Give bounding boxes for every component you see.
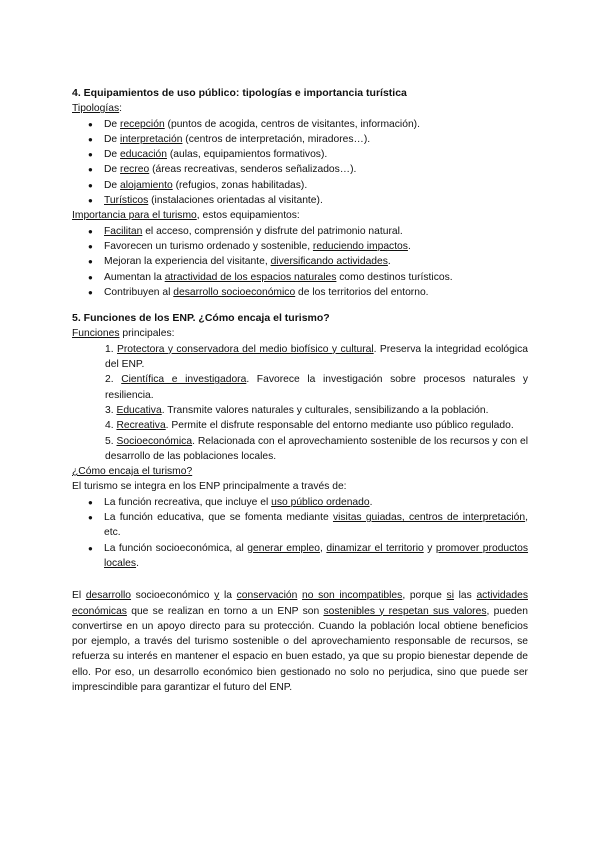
- closing-paragraph: El desarrollo socioeconómico y la conservación no son incompatibles, porque si las actividades económicas que se realizan en torno a un ENP son sostenibles y respetan sus valores, pueden convertirse en un apoyo directo para su protección. Cuando la población local obtiene beneficios por ejemplo, a través del turismo sostenible o del aprovechamiento responsable de recursos, se refuerza su interés en mantener el espacio en buen estado, ya que su propio bienestar depende de ello. Por eso, un desarrollo económico bien gestionado no solo no perjudica, sino que puede ser imprescindible para garantizar el futuro del ENP.: [72, 590, 528, 693]
- document-content: [72, 86, 528, 695]
- list-item: ● Contribuyen al desarrollo socioeconómico de los territorios del entorno.: [72, 285, 528, 300]
- list-item: ● De recreo (áreas recreativas, senderos señalizados…).: [72, 162, 528, 177]
- importancia-label: Importancia para el turismo: [72, 210, 197, 222]
- list-item: ● La función recreativa, que incluye el uso público ordenado.: [72, 495, 528, 510]
- list-item: ● La función socioeconómica, al generar empleo, dinamizar el territorio y promover productos locales.: [72, 541, 528, 572]
- list-item: ● De educación (aulas, equipamientos formativos).: [72, 147, 528, 162]
- list-item: ● Mejoran la experiencia del visitante, diversificando actividades.: [72, 254, 528, 269]
- encaja-heading: ¿Cómo encaja el turismo?: [72, 466, 193, 478]
- section-4-title: 4. Equipamientos de uso público: tipologías e importancia turística: [72, 87, 407, 99]
- list-item: ● Favorecen un turismo ordenado y sostenible, reduciendo impactos.: [72, 239, 528, 254]
- importancia-heading: Importancia para el turismo, estos equipamientos:: [72, 210, 300, 222]
- list-item: ● Aumentan la atractividad de los espacios naturales como destinos turísticos.: [72, 270, 528, 285]
- numbered-item: 1. Protectora y conservadora del medio biofísico y cultural. Preserva la integridad ecológica del ENP.: [105, 343, 528, 371]
- funciones-label: Funciones: [72, 328, 120, 340]
- importancia-list: [72, 224, 528, 300]
- tipologias-heading: Tipologías:: [72, 103, 123, 115]
- list-item: ● De interpretación (centros de interpretación, miradores…).: [72, 132, 528, 147]
- list-item: ● La función educativa, que se fomenta mediante visitas guiadas, centros de interpretación, etc.: [72, 510, 528, 541]
- funciones-heading: Funciones principales:: [72, 328, 175, 340]
- numbered-item: 3. Educativa. Transmite valores naturales y culturales, sensibilizando a la población.: [105, 404, 489, 416]
- numbered-item: 5. Socioeconómica. Relacionada con el aprovechamiento sostenible de los recursos y con el desarrollo de las poblaciones locales.: [105, 435, 528, 462]
- list-item: ● De alojamiento (refugios, zonas habilitadas).: [72, 178, 528, 193]
- tipologias-list: [72, 117, 528, 209]
- encaja-list: [72, 495, 528, 571]
- list-item: ● De recepción (puntos de acogida, centros de visitantes, información).: [72, 117, 528, 132]
- list-item: ● Turísticos (instalaciones orientadas al visitante).: [72, 193, 528, 208]
- encaja-intro: El turismo se integra en los ENP principalmente a través de:: [72, 481, 347, 493]
- numbered-item: 4. Recreativa. Permite el disfrute responsable del entorno mediante uso público regulado.: [105, 420, 514, 432]
- list-item: ● Facilitan el acceso, comprensión y disfrute del patrimonio natural.: [72, 224, 528, 239]
- tipologias-label: Tipologías: [72, 103, 120, 115]
- section-5-title: 5. Funciones de los ENP. ¿Cómo encaja el turismo?: [72, 312, 330, 325]
- numbered-item: 2. Científica e investigadora. Favorece la investigación sobre procesos naturales y resiliencia.: [105, 374, 528, 401]
